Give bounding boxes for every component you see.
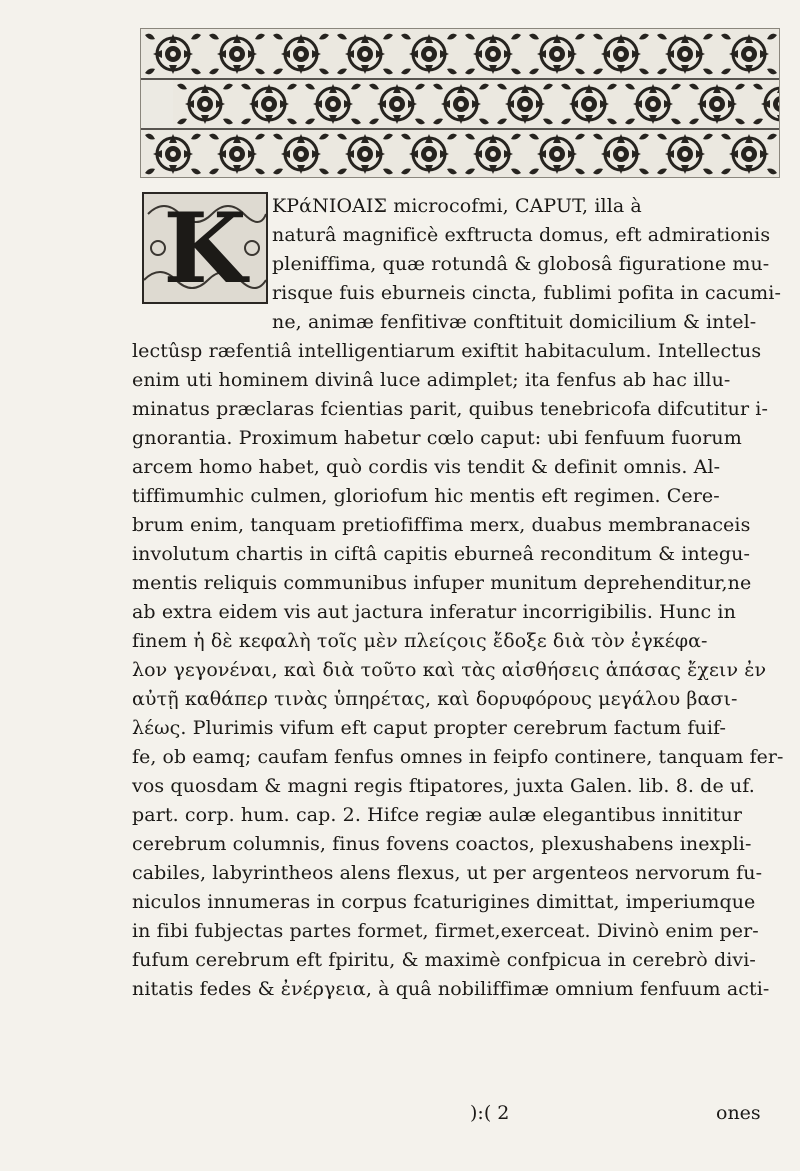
decorated-initial-k xyxy=(142,192,268,304)
body-line xyxy=(132,425,742,452)
body-line-11: finem ἡ δὲ κεφαλὴ τοῖς μὲν πλείςοις ἔδοξε διὰ τὸν ἐγκέφα- xyxy=(132,630,708,652)
body-line-19: cabiles, labyrintheos alens flexus, ut per argenteos nervorum fu- xyxy=(132,862,763,884)
body-line-13: αὐτῇ καθάπερ τινὰς ὑπηρέτας, καὶ δορυφόρους μεγάλου βασι- xyxy=(132,688,738,710)
body-line xyxy=(132,918,759,945)
text-line xyxy=(272,309,756,336)
body-line-12: λον γεγονέναι, καὶ διὰ τοῦτο καὶ τὰς αἰσθήσεις ἁπάσας ἔχειν ἐν xyxy=(132,659,767,681)
body-line-8: involutum chartis in ciftâ capitis eburneâ reconditum & integu- xyxy=(132,543,750,565)
body-line xyxy=(132,512,750,539)
body-line xyxy=(132,454,720,481)
body-line xyxy=(132,715,726,742)
body-line-17: part. corp. hum. cap. 2. Hifce regiæ aulæ elegantibus innititur xyxy=(132,804,743,826)
text-line xyxy=(272,222,770,249)
body-line xyxy=(132,686,738,713)
body-line-2: enim uti hominem divinâ luce adimplet; ita fenfus ab hac illu- xyxy=(132,369,731,391)
body-line-23: nitatis fedes & ἐνέργεια, à quâ nobiliffimæ omnium fenfuum acti- xyxy=(132,978,770,1000)
header-line-4: risque fuis eburneis cincta, fublimi pofita in cacumi- xyxy=(272,282,781,304)
body-line xyxy=(132,541,750,568)
text-line xyxy=(272,280,781,307)
signature-mark: ):( 2 xyxy=(470,1102,510,1124)
body-line-4: gnorantia. Proximum habetur cœlo caput: ubi fenfuum fuorum xyxy=(132,427,742,449)
body-line xyxy=(132,831,752,858)
floral-headpiece-ornament xyxy=(140,28,780,178)
body-line xyxy=(132,744,784,771)
initial-letter-k-icon: K xyxy=(163,192,247,304)
header-line-1: ΚΡάΝΙΟΑΙΣ microcofmi, CAPUT, illa à xyxy=(272,195,642,217)
body-line-21: in fibi fubjectas partes formet, firmet,exerceat. Divinò enim per- xyxy=(132,920,759,942)
body-line xyxy=(132,338,761,365)
body-line xyxy=(132,396,768,423)
body-line xyxy=(132,802,742,829)
text-line xyxy=(272,251,769,278)
body-line-9: mentis reliquis communibus infuper munitum deprehenditur,ne xyxy=(132,572,752,594)
body-line-20: niculos innumeras in corpus fcaturigines dimittat, imperiumque xyxy=(132,891,756,913)
body-line-22: fufum cerebrum eft fpiritu, & maximè confpicua in cerebrò divi- xyxy=(132,949,756,971)
body-line xyxy=(132,657,766,684)
body-line xyxy=(132,860,762,887)
body-line-3: minatus præclaras fcientias parit, quibus tenebricofa difcutitur i- xyxy=(132,398,768,420)
body-line xyxy=(132,773,755,800)
body-line-5: arcem homo habet, quò cordis vis tendit & definit omnis. Al- xyxy=(132,456,721,478)
body-line-18: cerebrum columnis, finus fovens coactos, plexushabens inexpli- xyxy=(132,833,752,855)
body-line-10: ab extra eidem vis aut jactura inferatur incorrigibilis. Hunc in xyxy=(132,601,736,623)
header-line-5: ne, animæ fenfitivæ conftituit domicilium & intel- xyxy=(272,311,757,333)
body-line-16: vos quosdam & magni regis ftipatores, juxta Galen. lib. 8. de uf. xyxy=(132,775,755,797)
catchword: ones xyxy=(716,1102,761,1124)
text-line xyxy=(272,193,642,220)
body-line-1: lectûsp ræfentiâ intelligentiarum exiftit habitaculum. Intellectus xyxy=(132,340,762,362)
body-line-15: fe, ob eamq; caufam fenfus omnes in feipfo continere, tanquam fer- xyxy=(132,746,784,768)
body-line-14: λέως. Plurimis vifum eft caput propter cerebrum factum fuif- xyxy=(132,717,727,739)
body-line xyxy=(132,599,736,626)
body-line xyxy=(132,976,769,1003)
body-line-6: tiffimumhic culmen, gloriofum hic mentis eft regimen. Cere- xyxy=(132,485,720,507)
body-line xyxy=(132,483,720,510)
header-line-2: naturâ magnificè exftructa domus, eft admirationis xyxy=(272,224,771,246)
body-line xyxy=(132,570,751,597)
body-line-7: brum enim, tanquam pretiofiffima merx, duabus membranaceis xyxy=(132,514,751,536)
body-line xyxy=(132,889,755,916)
body-line xyxy=(132,367,730,394)
body-line xyxy=(132,628,708,655)
body-line xyxy=(132,947,756,974)
header-line-3: pleniffima, quæ rotundâ & globosâ figuratione mu- xyxy=(272,253,770,275)
